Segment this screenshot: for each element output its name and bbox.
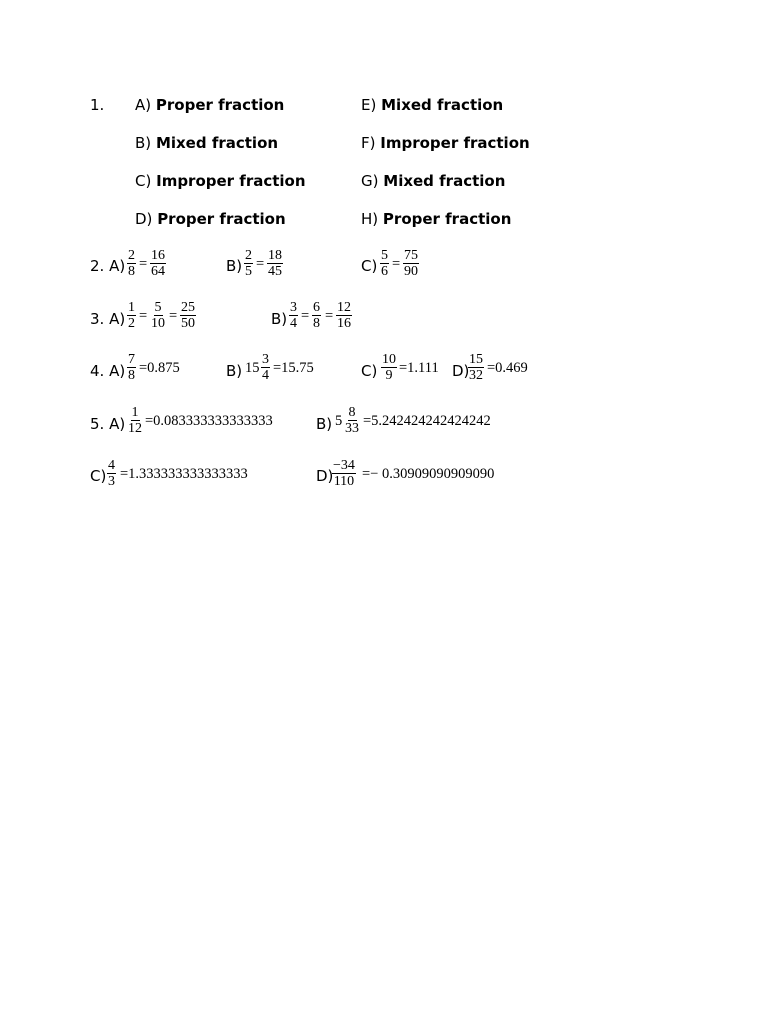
denominator: 8 — [128, 264, 135, 279]
question-2a-label: 2. A) — [90, 257, 126, 275]
denominator: 5 — [245, 264, 252, 279]
denominator: 33 — [345, 421, 359, 436]
decimal-result: =0.469 — [487, 360, 528, 376]
fraction — [127, 405, 143, 436]
numerator: −34 — [333, 458, 355, 473]
question-2c-label: C) — [361, 257, 378, 275]
decimal-result: =− 0.30909090909090 — [362, 466, 495, 482]
question-3a-label: 3. A) — [90, 310, 126, 328]
fraction — [150, 300, 166, 331]
answer-item-b — [135, 134, 278, 152]
question-2b-label: B) — [226, 257, 243, 275]
question-4c-label: C) — [361, 362, 378, 380]
fraction — [403, 248, 419, 279]
question-3b-label: B) — [271, 310, 288, 328]
question-4b-label: B) — [226, 362, 243, 380]
numerator: 1 — [131, 405, 139, 420]
answer-item-a — [135, 96, 284, 114]
denominator: 50 — [181, 316, 195, 331]
answer-item-d — [135, 210, 286, 228]
item-answer: Proper fraction — [155, 96, 285, 114]
question-5c-label: C) — [90, 467, 107, 485]
fraction — [289, 300, 298, 331]
item-letter: D) — [135, 210, 153, 228]
answer-item-f — [361, 134, 530, 152]
numerator: 6 — [313, 300, 320, 315]
question-4a-label: 4. A) — [90, 362, 126, 380]
item-answer: Proper fraction — [382, 210, 512, 228]
numerator: 7 — [128, 352, 135, 367]
numerator: 15 — [469, 352, 483, 367]
equals-sign: = — [325, 308, 334, 324]
fraction — [468, 352, 484, 383]
denominator: 32 — [469, 368, 483, 383]
numerator: 3 — [290, 300, 297, 315]
numerator: 2 — [128, 248, 135, 263]
answer-item-g — [361, 172, 505, 190]
fraction — [261, 352, 270, 383]
denominator: 9 — [385, 368, 393, 383]
answer-item-c — [135, 172, 306, 190]
fraction — [127, 352, 136, 383]
fraction — [381, 352, 397, 383]
question-4d-label: D) — [452, 362, 470, 380]
fraction — [312, 300, 321, 331]
item-letter: G) — [361, 172, 379, 190]
denominator: 8 — [128, 368, 135, 383]
item-letter: F) — [361, 134, 376, 152]
answer-item-e — [361, 96, 503, 114]
item-letter: B) — [135, 134, 152, 152]
fraction — [180, 300, 196, 331]
denominator: 64 — [151, 264, 165, 279]
question-5d-label: D) — [316, 467, 334, 485]
item-letter: H) — [361, 210, 379, 228]
denominator: 4 — [290, 316, 297, 331]
decimal-result: =1.333333333333333 — [120, 466, 248, 482]
decimal-result: =0.875 — [139, 360, 180, 376]
equals-sign: = — [301, 308, 310, 324]
item-letter: C) — [135, 172, 152, 190]
equals-sign: = — [169, 308, 178, 324]
numerator: 18 — [268, 248, 282, 263]
numerator: 25 — [181, 300, 195, 315]
fraction — [336, 300, 352, 331]
denominator: 6 — [381, 264, 388, 279]
denominator: 3 — [108, 474, 115, 489]
equals-sign: = — [392, 256, 401, 272]
fraction — [332, 458, 356, 489]
fraction — [127, 300, 136, 331]
decimal-result: =15.75 — [273, 360, 314, 376]
fraction — [244, 248, 253, 279]
fraction — [267, 248, 283, 279]
numerator: 2 — [245, 248, 252, 263]
denominator: 90 — [404, 264, 418, 279]
fraction — [380, 248, 389, 279]
item-answer: Mixed fraction — [381, 96, 504, 114]
numerator: 12 — [337, 300, 351, 315]
question-5b-label: B) — [316, 415, 333, 433]
denominator: 45 — [268, 264, 282, 279]
numerator: 10 — [382, 352, 396, 367]
item-answer: Mixed fraction — [383, 172, 506, 190]
decimal-result: =1.111 — [399, 360, 439, 376]
denominator: 4 — [262, 368, 269, 383]
item-answer: Proper fraction — [157, 210, 286, 228]
denominator: 12 — [128, 421, 142, 436]
denominator: 8 — [313, 316, 320, 331]
numerator: 1 — [128, 300, 135, 315]
decimal-result: =0.083333333333333 — [145, 413, 273, 429]
numerator: 4 — [108, 458, 115, 473]
item-letter: E) — [361, 96, 377, 114]
fraction — [150, 248, 166, 279]
equals-sign: = — [139, 256, 148, 272]
denominator: 2 — [128, 316, 135, 331]
numerator: 16 — [151, 248, 165, 263]
item-answer: Mixed fraction — [155, 134, 279, 152]
question-number: 1. — [90, 96, 105, 114]
item-answer: Improper fraction — [380, 134, 530, 152]
numerator: 5 — [381, 248, 388, 263]
question-5a-label: 5. A) — [90, 415, 126, 433]
fraction — [127, 248, 136, 279]
numerator: 8 — [348, 405, 356, 420]
fraction — [344, 405, 360, 436]
fraction — [107, 458, 116, 489]
whole-number: 15 — [245, 360, 260, 376]
item-answer: Improper fraction — [156, 172, 306, 190]
whole-number: 5 — [335, 413, 343, 429]
denominator: 16 — [337, 316, 351, 331]
denominator: 10 — [151, 316, 165, 331]
numerator: 5 — [154, 300, 162, 315]
decimal-result: =5.242424242424242 — [363, 413, 491, 429]
numerator: 3 — [262, 352, 269, 367]
answer-item-h — [361, 210, 511, 228]
numerator: 75 — [404, 248, 418, 263]
denominator: 110 — [333, 474, 355, 489]
equals-sign: = — [256, 256, 265, 272]
equals-sign: = — [139, 308, 148, 324]
item-letter: A) — [135, 96, 152, 114]
